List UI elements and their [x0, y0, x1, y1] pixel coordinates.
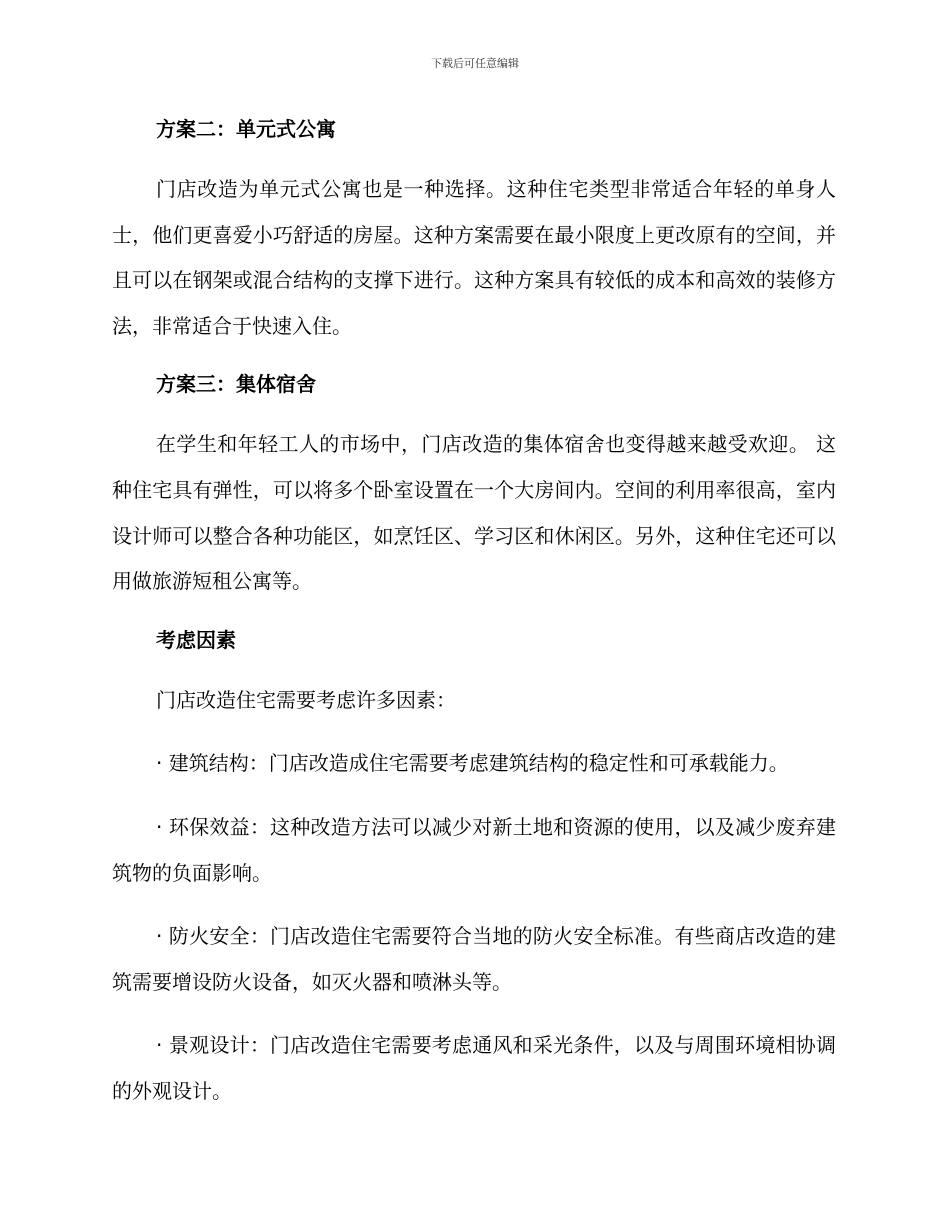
factor-item-environment: · 环保效益：这种改造方法可以减少对新土地和资源的使用，以及减少废弃建筑物的负面影响。 — [112, 814, 836, 885]
factors-intro: 门店改造住宅需要考虑许多因素： — [156, 687, 456, 712]
factor-item-fire-safety: · 防火安全：门店改造住宅需要符合当地的防火安全标准。有些商店改造的建筑需要增设防火设备，如灭火器和喷淋头等。 — [112, 924, 836, 994]
section3-heading: 方案三：集体宿舍 — [156, 372, 316, 397]
section2-heading: 方案二：单元式公寓 — [156, 117, 336, 141]
section2-paragraph: 门店改造为单元式公寓也是一种选择。这种住宅类型非常适合年轻的单身人士，他们更喜爱小巧舒适的房屋。这种方案需要在最小限度上更改原有的空间，并且可以在钢架或混合结构的支撑下进行。这种方案具有较低的成本和高效的装修方法，非常适合于快速入住。 — [112, 177, 836, 338]
document-body — [112, 112, 836, 1115]
page-header: 下载后可任意编辑 — [431, 57, 519, 70]
section3-paragraph: 在学生和年轻工人的市场中，门店改造的集体宿舍也变得越来越受欢迎。 这种住宅具有弹性，可以将多个卧室设置在一个大房间内。空间的利用率很高，室内设计师可以整合各种功能区，如烹饪区、学习区和休闲区。另外，这种住宅还可以用做旅游短租公寓等。 — [112, 432, 836, 594]
factors-heading: 考虑因素 — [156, 627, 236, 652]
factor-item-structure: · 建筑结构：门店改造成住宅需要考虑建筑结构的稳定性和可承载能力。 — [156, 751, 789, 776]
factor-item-landscape: · 景观设计：门店改造住宅需要考虑通风和采光条件，以及与周围环境相协调的外观设计。 — [112, 1033, 836, 1103]
